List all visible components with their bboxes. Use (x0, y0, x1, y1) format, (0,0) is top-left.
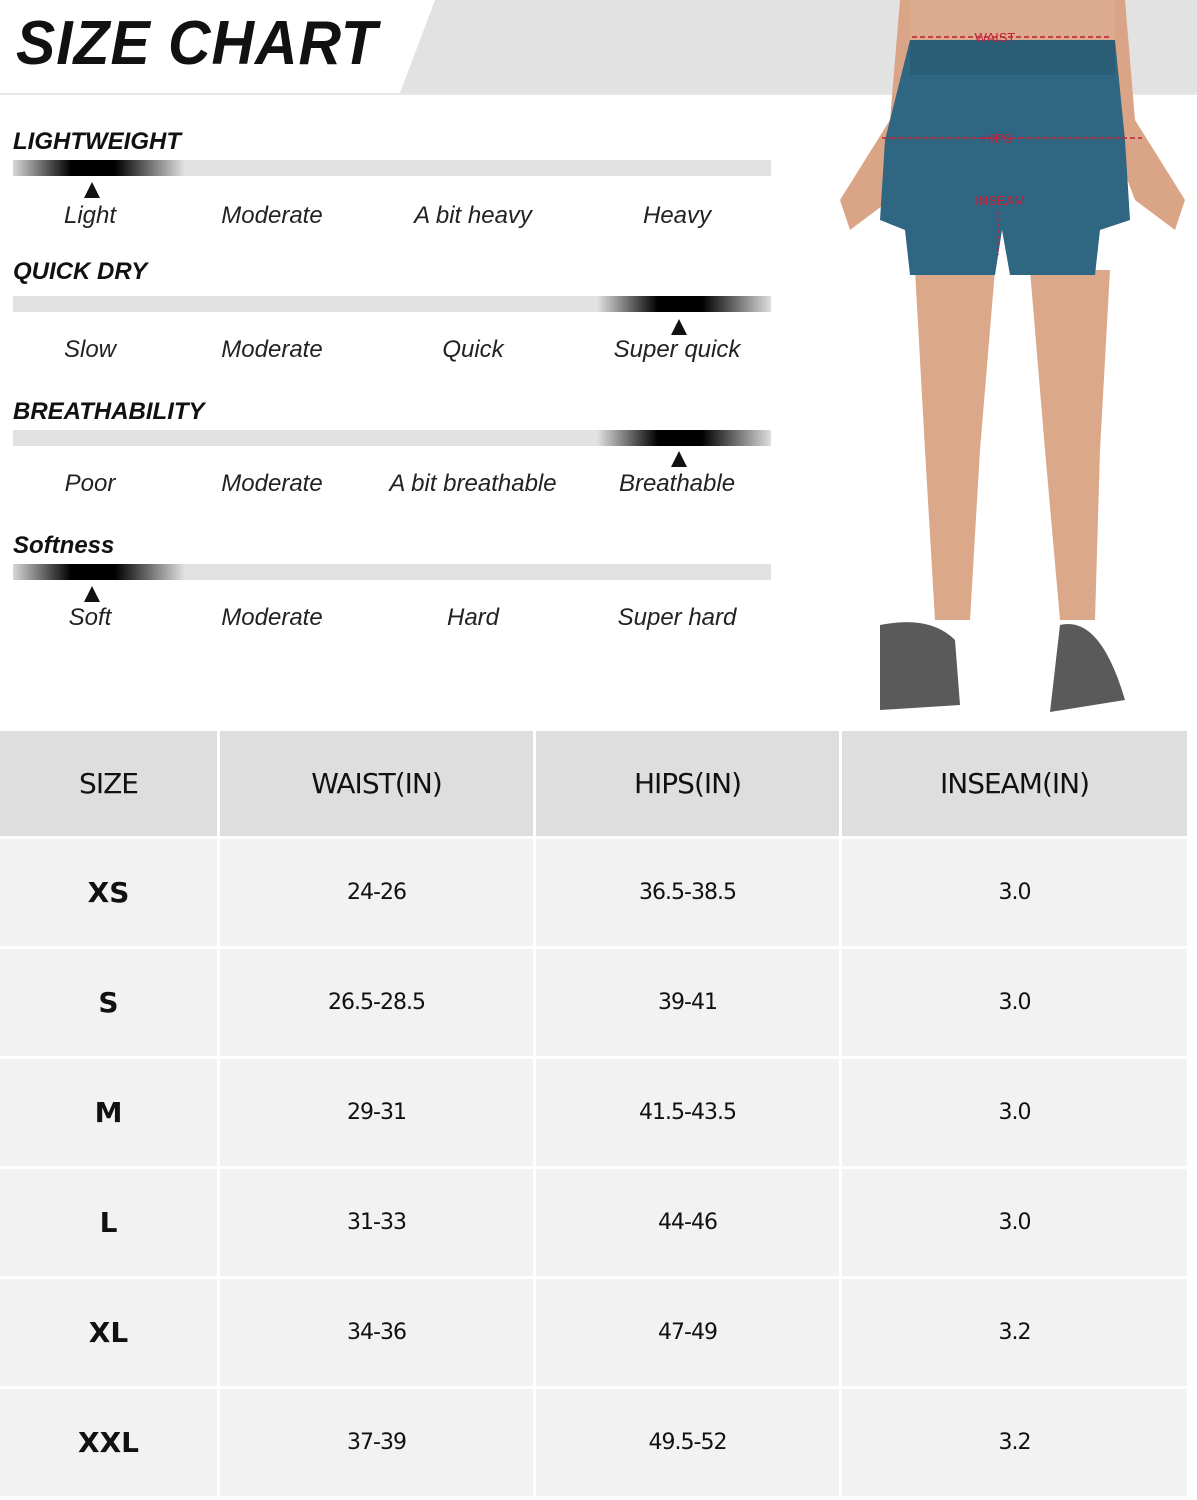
table-cell: 37-39 (220, 1389, 533, 1496)
shorts (880, 40, 1130, 275)
triangle-marker-icon (671, 319, 687, 335)
triangle-marker-icon (84, 586, 100, 602)
rating-level: Slow (63, 336, 117, 363)
rating-level: Moderate (221, 470, 323, 497)
table-cell: 34-36 (220, 1279, 533, 1386)
rating-highlight (13, 564, 185, 580)
table-row (0, 1169, 1187, 1276)
table-row (0, 1059, 1187, 1166)
hips-label: HIPS (981, 131, 1013, 146)
rating-level: Super quick (613, 336, 741, 363)
rating-level: Light (63, 202, 117, 229)
rating-level: A bit breathable (389, 470, 557, 497)
table-header-row (0, 731, 1187, 836)
size-cell: XL (0, 1279, 217, 1386)
table-cell: 3.2 (842, 1279, 1187, 1386)
size-cell: XS (0, 839, 217, 946)
table-cell: 3.0 (842, 1059, 1187, 1166)
size-table (0, 728, 1190, 1499)
rating-title: BREATHABILITY (13, 398, 205, 425)
model-photo (830, 0, 1197, 720)
rating-level: Breathable (618, 470, 736, 497)
table-cell: 39-41 (536, 949, 839, 1056)
rating-title: LIGHTWEIGHT (13, 128, 181, 155)
rating-bar (13, 160, 771, 176)
rating-bar (13, 564, 771, 580)
rating-bar (13, 296, 771, 312)
table-cell: 3.0 (842, 949, 1187, 1056)
table-cell: 31-33 (220, 1169, 533, 1276)
size-cell: S (0, 949, 217, 1056)
table-cell: 36.5-38.5 (536, 839, 839, 946)
table-row (0, 1279, 1187, 1386)
rating-level: Moderate (221, 336, 323, 363)
inseam-label: INSEAM (975, 193, 1025, 208)
size-cell: XXL (0, 1389, 217, 1496)
table-cell: 3.2 (842, 1389, 1187, 1496)
rating-highlight (597, 430, 771, 446)
right-shoe (1050, 624, 1125, 712)
left-leg (915, 270, 995, 620)
rating-highlight (13, 160, 185, 176)
waist-label: WAIST (974, 30, 1016, 45)
rating-bar (13, 430, 771, 446)
table-cell: 47-49 (536, 1279, 839, 1386)
rating-level: Hard (446, 604, 500, 631)
table-cell: 41.5-43.5 (536, 1059, 839, 1166)
rating-level: Moderate (221, 604, 323, 631)
page-title: SIZE CHART (16, 9, 378, 78)
column-header: HIPS(IN) (536, 731, 839, 836)
right-leg (1030, 270, 1110, 620)
rating-level: A bit heavy (414, 202, 532, 229)
rating-level: Super hard (617, 604, 737, 631)
triangle-marker-icon (84, 182, 100, 198)
table-row (0, 949, 1187, 1056)
table-cell: 26.5-28.5 (220, 949, 533, 1056)
rating-level: Quick (442, 336, 504, 363)
column-header: SIZE (0, 731, 217, 836)
table-cell: 44-46 (536, 1169, 839, 1276)
left-shoe (880, 622, 960, 710)
triangle-marker-icon (671, 451, 687, 467)
table-cell: 24-26 (220, 839, 533, 946)
rating-level: Heavy (642, 202, 712, 229)
table-cell: 49.5-52 (536, 1389, 839, 1496)
rating-title: Softness (13, 532, 115, 559)
size-cell: M (0, 1059, 217, 1166)
table-row (0, 839, 1187, 946)
table-cell: 29-31 (220, 1059, 533, 1166)
size-cell: L (0, 1169, 217, 1276)
rating-level: Soft (68, 604, 112, 631)
column-header: INSEAM(IN) (842, 731, 1187, 836)
rating-level: Poor (64, 470, 116, 497)
table-row (0, 1389, 1187, 1496)
column-header: WAIST(IN) (220, 731, 533, 836)
table-cell: 3.0 (842, 839, 1187, 946)
table-cell: 3.0 (842, 1169, 1187, 1276)
rating-level: Moderate (221, 202, 323, 229)
rating-highlight (597, 296, 771, 312)
rating-title: QUICK DRY (13, 258, 148, 285)
